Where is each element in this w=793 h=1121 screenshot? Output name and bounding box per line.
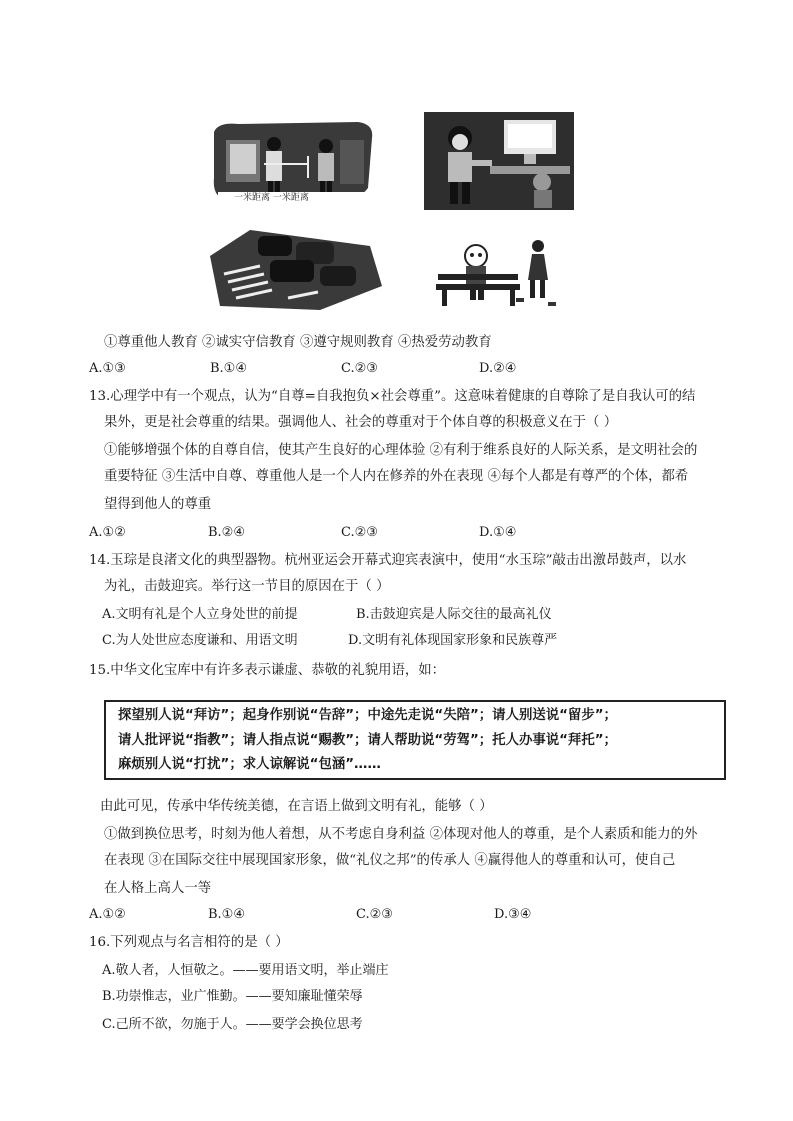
etiquette-phrases-line3: 麻烦别人说“打扰”；求人谅解说“包涵”……: [118, 757, 381, 772]
museum-queue-illustration: [208, 118, 376, 206]
q14-option-c[interactable]: C.为人处世应态度谦和、用语文明: [102, 633, 298, 648]
q16-option-a[interactable]: A.敬人者，人恒敬之。——要用语文明，举止端庄: [102, 963, 389, 978]
museum-queue-caption: 一米距离 一米距离: [234, 193, 309, 203]
q15-option-c[interactable]: C.②③: [356, 907, 393, 922]
q12-option-d[interactable]: D.②④: [479, 361, 517, 376]
q15-statements-line2: 在表现 ③在国际交往中展现国家形象，做“礼仪之邦”的传承人 ④赢得他人的尊重和认可，使自己: [104, 853, 676, 868]
q12-option-b[interactable]: B.①④: [210, 361, 247, 376]
q13-statements-line3: 望得到他人的尊重: [104, 497, 212, 512]
q15-stem-line1: 15.中华文化宝库中有许多表示谦虚、恭敬的礼貌用语，如：: [89, 663, 446, 678]
q15-option-a[interactable]: A.①②: [89, 907, 126, 922]
etiquette-phrases-line2: 请人批评说“指教”；请人指点说“赐教”；请人帮助说“劳驾”；托人办事说“拜托”；: [118, 733, 617, 748]
q13-option-c[interactable]: C.②③: [341, 525, 378, 540]
q13-option-b[interactable]: B.②④: [208, 525, 245, 540]
q13-option-d[interactable]: D.①④: [479, 525, 517, 540]
q15-option-b[interactable]: B.①④: [208, 907, 245, 922]
q16-option-b[interactable]: B.功崇惟志，业广惟勤。——要知廉耻懂荣辱: [102, 989, 363, 1004]
q14-option-a[interactable]: A.文明有礼是个人立身处世的前提: [102, 607, 298, 622]
park-bench-litter-illustration: [430, 236, 560, 308]
etiquette-phrases-line1: 探望别人说“拜访”；起身作别说“告辞”；中途先走说“失陪”；请人别送说“留步”；: [118, 708, 617, 723]
q16-stem: 16.下列观点与名言相符的是（ ）: [89, 935, 289, 950]
q14-stem-line1: 14.玉琮是良渚文化的典型器物。杭州亚运会开幕式迎宾表演中，使用“水玉琮”敲击出激昂鼓声，以水: [89, 553, 687, 568]
q12-option-c[interactable]: C.②③: [341, 361, 378, 376]
etiquette-phrases-box: [104, 700, 726, 780]
q14-stem-line2: 为礼，击鼓迎宾。举行这一节目的原因在于（ ）: [104, 579, 390, 594]
q16-option-c[interactable]: C.己所不欲，勿施于人。——要学会换位思考: [102, 1017, 363, 1032]
q13-stem-line1: 13.心理学中有一个观点，认为“自尊=自我抱负×社会尊重”。这意味着健康的自尊除了是自我认可的结: [89, 389, 696, 404]
q15-statements-line3: 在人格上高人一等: [104, 881, 212, 896]
crosswalk-traffic-illustration: [210, 226, 382, 310]
q14-option-b[interactable]: B.击鼓迎宾是人际交往的最高礼仪: [356, 607, 552, 622]
q14-option-d[interactable]: D.文明有礼体现国家形象和民族尊严: [348, 633, 558, 648]
q15-statements-line1: ①做到换位思考，时刻为他人着想，从不考虑自身利益 ②体现对他人的尊重，是个人素质和能力的外: [104, 827, 698, 842]
q12-statements: ①尊重他人教育 ②诚实守信教育 ③遵守规则教育 ④热爱劳动教育: [104, 335, 492, 350]
q13-stem-line2: 果外，更是社会尊重的结果。强调他人、社会的尊重对于个体自尊的积极意义在于（ ）: [104, 415, 618, 430]
q12-option-a[interactable]: A.①③: [89, 361, 126, 376]
internet-cafe-illustration: [424, 112, 574, 210]
q13-statements-line2: 重要特征 ③生活中自尊、尊重他人是一个人内在修养的外在表现 ④每个人都是有尊严的个体，都希: [104, 469, 689, 484]
q13-option-a[interactable]: A.①②: [89, 525, 126, 540]
q15-stem-line2: 由此可见，传承中华传统美德，在言语上做到文明有礼，能够（ ）: [100, 799, 493, 814]
q13-statements-line1: ①能够增强个体的自尊自信，使其产生良好的心理体验 ②有利于维系良好的人际关系，是文明社会的: [104, 443, 698, 458]
q15-option-d[interactable]: D.③④: [494, 907, 532, 922]
